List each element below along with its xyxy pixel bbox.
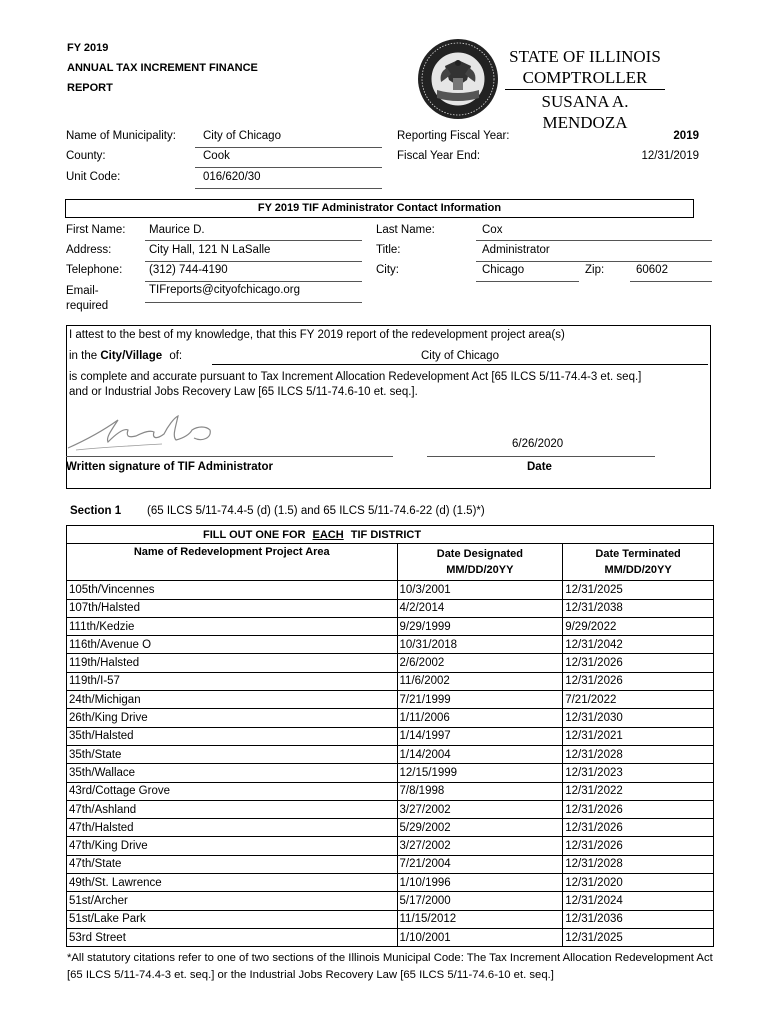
fill-out-post: TIF DISTRICT — [350, 528, 422, 541]
date-terminated: 7/21/2022 — [563, 691, 714, 709]
table-row — [67, 654, 714, 672]
table-row — [67, 709, 714, 727]
municipality-name-value: City of Chicago — [203, 130, 281, 142]
attest-of: of: — [169, 350, 183, 362]
table-row — [67, 837, 714, 855]
attest-line4: and or Industrial Jobs Recovery Law [65 ILCS 5/11-74.6-10 et. seq.]. — [69, 386, 418, 398]
date-terminated: 12/31/2028 — [563, 855, 714, 873]
date-terminated: 12/31/2024 — [563, 892, 714, 910]
last-name-value: Cox — [482, 224, 503, 236]
project-area-name: 47th/Halsted — [67, 819, 398, 837]
date-terminated: 12/31/2030 — [563, 709, 714, 727]
attest-in-the-text: in the — [69, 350, 98, 362]
table-row — [67, 636, 714, 654]
county-value: Cook — [203, 150, 230, 162]
fiscal-year-label: Reporting Fiscal Year: — [397, 130, 510, 142]
date-terminated: 12/31/2022 — [563, 782, 714, 800]
col-header-designated — [397, 544, 563, 581]
date-designated: 5/17/2000 — [397, 892, 563, 910]
date-designated: 9/29/1999 — [397, 617, 563, 635]
comptroller-name: SUSANA A. MENDOZA — [505, 89, 665, 133]
illinois-state-seal-icon — [417, 38, 499, 120]
date-designated: 1/14/1997 — [397, 727, 563, 745]
fill-out-header — [67, 526, 714, 544]
project-area-name: 43rd/Cottage Grove — [67, 782, 398, 800]
zip-value: 60602 — [636, 264, 668, 276]
attest-city-village: City/Village — [100, 350, 163, 362]
date-terminated: 12/31/2028 — [563, 745, 714, 763]
table-fill-out-row — [67, 526, 714, 544]
project-area-name: 24th/Michigan — [67, 691, 398, 709]
date-designated: 1/10/1996 — [397, 874, 563, 892]
date-designated: 4/2/2014 — [397, 599, 563, 617]
project-area-name: 119th/I-57 — [67, 672, 398, 690]
table-row — [67, 819, 714, 837]
date-designated: 3/27/2002 — [397, 800, 563, 818]
project-area-name: 105th/Vincennes — [67, 581, 398, 599]
city-label: City: — [376, 264, 399, 276]
date-rule — [427, 456, 655, 457]
date-designated: 1/14/2004 — [397, 745, 563, 763]
report-title-line2: REPORT — [67, 82, 113, 94]
first-name-value: Maurice D. — [149, 224, 205, 236]
date-terminated: 12/31/2026 — [563, 819, 714, 837]
fill-out-pre: FILL OUT ONE FOR — [203, 528, 306, 541]
email-label — [66, 284, 108, 314]
table-row — [67, 672, 714, 690]
table-row — [67, 855, 714, 873]
date-terminated: 12/31/2025 — [563, 928, 714, 946]
zip-label: Zip: — [585, 264, 605, 276]
fiscal-year-end-value: 12/31/2019 — [641, 150, 699, 162]
date-designated: 7/21/1999 — [397, 691, 563, 709]
date-terminated: 12/31/2036 — [563, 910, 714, 928]
date-terminated: 12/31/2026 — [563, 654, 714, 672]
table-row — [67, 727, 714, 745]
project-area-name: 47th/Ashland — [67, 800, 398, 818]
unit-code-rule — [195, 188, 382, 189]
report-title-line1: ANNUAL TAX INCREMENT FINANCE — [67, 62, 258, 74]
date-designated: 7/8/1998 — [397, 782, 563, 800]
attest-line3: is complete and accurate pursuant to Tax Increment Allocation Redevelopment Act [65 ILCS 5/11-74.4-3 et. seq.] — [69, 371, 642, 383]
date-designated: 10/31/2018 — [397, 636, 563, 654]
first-name-label: First Name: — [66, 224, 126, 236]
footnote: *All statutory citations refer to one of two sections of the Illinois Municipal Code: The Tax Increment Allocation Redevelopment Act [65 ILCS 5/11-74.4-3 et. seq.] or the Industrial Jobs Recovery Law [65 ILCS 5/11-74.6-10 et. seq.] — [67, 952, 713, 981]
table-row — [67, 800, 714, 818]
project-area-name: 35th/Wallace — [67, 764, 398, 782]
date-designated: 12/15/1999 — [397, 764, 563, 782]
date-terminated: 12/31/2026 — [563, 672, 714, 690]
table-row — [67, 691, 714, 709]
project-area-name: 107th/Halsted — [67, 599, 398, 617]
section1-label: Section 1 — [70, 505, 122, 517]
date-designated: 11/6/2002 — [397, 672, 563, 690]
signature-rule — [66, 456, 393, 457]
table-row — [67, 892, 714, 910]
title-value: Administrator — [482, 244, 550, 256]
col-header-terminated-line1: Date Terminated — [595, 548, 681, 561]
table-row — [67, 782, 714, 800]
table-row — [67, 764, 714, 782]
table-row — [67, 617, 714, 635]
project-area-name: 47th/King Drive — [67, 837, 398, 855]
state-comptroller-block — [505, 46, 665, 133]
signature-label: Written signature of TIF Administrator — [66, 461, 274, 473]
state-line1: STATE OF ILLINOIS — [509, 47, 661, 66]
col-header-designated-line2: MM/DD/20YY — [446, 564, 514, 577]
table-row — [67, 874, 714, 892]
title-rule — [476, 261, 712, 262]
table-row — [67, 745, 714, 763]
col-header-designated-line1: Date Designated — [436, 548, 523, 561]
table-column-header-row — [67, 544, 714, 581]
title-label: Title: — [376, 244, 401, 256]
administrator-signature-icon — [66, 408, 236, 456]
project-area-name: 51st/Lake Park — [67, 910, 398, 928]
fiscal-year-end-label: Fiscal Year End: — [397, 150, 481, 162]
table-row — [67, 599, 714, 617]
tif-table-body — [67, 581, 714, 947]
telephone-value: (312) 744-4190 — [149, 264, 228, 276]
unit-code-label: Unit Code: — [66, 171, 121, 183]
col-header-name: Name of Redevelopment Project Area — [67, 544, 398, 581]
project-area-name: 35th/Halsted — [67, 727, 398, 745]
unit-code-value: 016/620/30 — [203, 171, 261, 183]
date-terminated: 12/31/2023 — [563, 764, 714, 782]
date-designated: 10/3/2001 — [397, 581, 563, 599]
city-value: Chicago — [482, 264, 525, 276]
zip-rule — [630, 281, 712, 282]
address-rule — [145, 261, 362, 262]
city-rule — [476, 281, 579, 282]
date-terminated: 12/31/2038 — [563, 599, 714, 617]
last-name-label: Last Name: — [376, 224, 435, 236]
date-designated: 1/10/2001 — [397, 928, 563, 946]
table-row — [67, 910, 714, 928]
fill-out-each: EACH — [312, 528, 344, 541]
report-fy: FY 2019 — [67, 42, 109, 54]
date-designated: 5/29/2002 — [397, 819, 563, 837]
county-label: County: — [66, 150, 106, 162]
email-value: TIFreports@cityofchicago.org — [149, 284, 301, 296]
project-area-name: 116th/Avenue O — [67, 636, 398, 654]
project-area-name: 111th/Kedzie — [67, 617, 398, 635]
fiscal-year-value: 2019 — [673, 130, 699, 142]
attest-city-value: City of Chicago — [212, 349, 708, 365]
project-area-name: 53rd Street — [67, 928, 398, 946]
project-area-name: 47th/State — [67, 855, 398, 873]
project-area-name: 119th/Halsted — [67, 654, 398, 672]
table-row — [67, 581, 714, 599]
date-designated: 7/21/2004 — [397, 855, 563, 873]
section1-citation: (65 ILCS 5/11-74.4-5 (d) (1.5) and 65 ILCS 5/11-74.6-22 (d) (1.5)*) — [147, 505, 485, 517]
date-designated: 2/6/2002 — [397, 654, 563, 672]
contact-box-title: FY 2019 TIF Administrator Contact Information — [65, 199, 694, 218]
email-rule — [145, 302, 362, 303]
attest-date-value: 6/26/2020 — [512, 438, 564, 450]
date-terminated: 12/31/2020 — [563, 874, 714, 892]
state-line2: COMPTROLLER — [522, 68, 648, 87]
first-name-rule — [145, 240, 362, 241]
municipality-name-rule — [195, 147, 382, 148]
date-designated: 3/27/2002 — [397, 837, 563, 855]
date-terminated: 12/31/2042 — [563, 636, 714, 654]
telephone-label: Telephone: — [66, 264, 123, 276]
date-terminated: 9/29/2022 — [563, 617, 714, 635]
telephone-rule — [145, 281, 362, 282]
address-label: Address: — [66, 244, 112, 256]
date-terminated: 12/31/2025 — [563, 581, 714, 599]
project-area-name: 51st/Archer — [67, 892, 398, 910]
county-rule — [195, 167, 382, 168]
email-label-line2: required — [66, 300, 109, 312]
report-title — [67, 38, 258, 98]
attest-line1: I attest to the best of my knowledge, that this FY 2019 report of the redevelopment project area(s) — [69, 329, 565, 341]
address-value: City Hall, 121 N LaSalle — [149, 244, 271, 256]
table-row — [67, 928, 714, 946]
tif-district-table — [66, 525, 714, 947]
date-terminated: 12/31/2026 — [563, 800, 714, 818]
project-area-name: 35th/State — [67, 745, 398, 763]
date-terminated: 12/31/2026 — [563, 837, 714, 855]
project-area-name: 49th/St. Lawrence — [67, 874, 398, 892]
date-terminated: 12/31/2021 — [563, 727, 714, 745]
date-designated: 11/15/2012 — [397, 910, 563, 928]
municipality-name-label: Name of Municipality: — [66, 130, 176, 142]
date-designated: 1/11/2006 — [397, 709, 563, 727]
date-label: Date — [527, 461, 552, 473]
col-header-terminated-line2: MM/DD/20YY — [604, 564, 672, 577]
project-area-name: 26th/King Drive — [67, 709, 398, 727]
email-label-line1: Email- — [66, 285, 99, 297]
last-name-rule — [476, 240, 712, 241]
col-header-terminated — [563, 544, 714, 581]
attest-in-the — [69, 350, 182, 362]
